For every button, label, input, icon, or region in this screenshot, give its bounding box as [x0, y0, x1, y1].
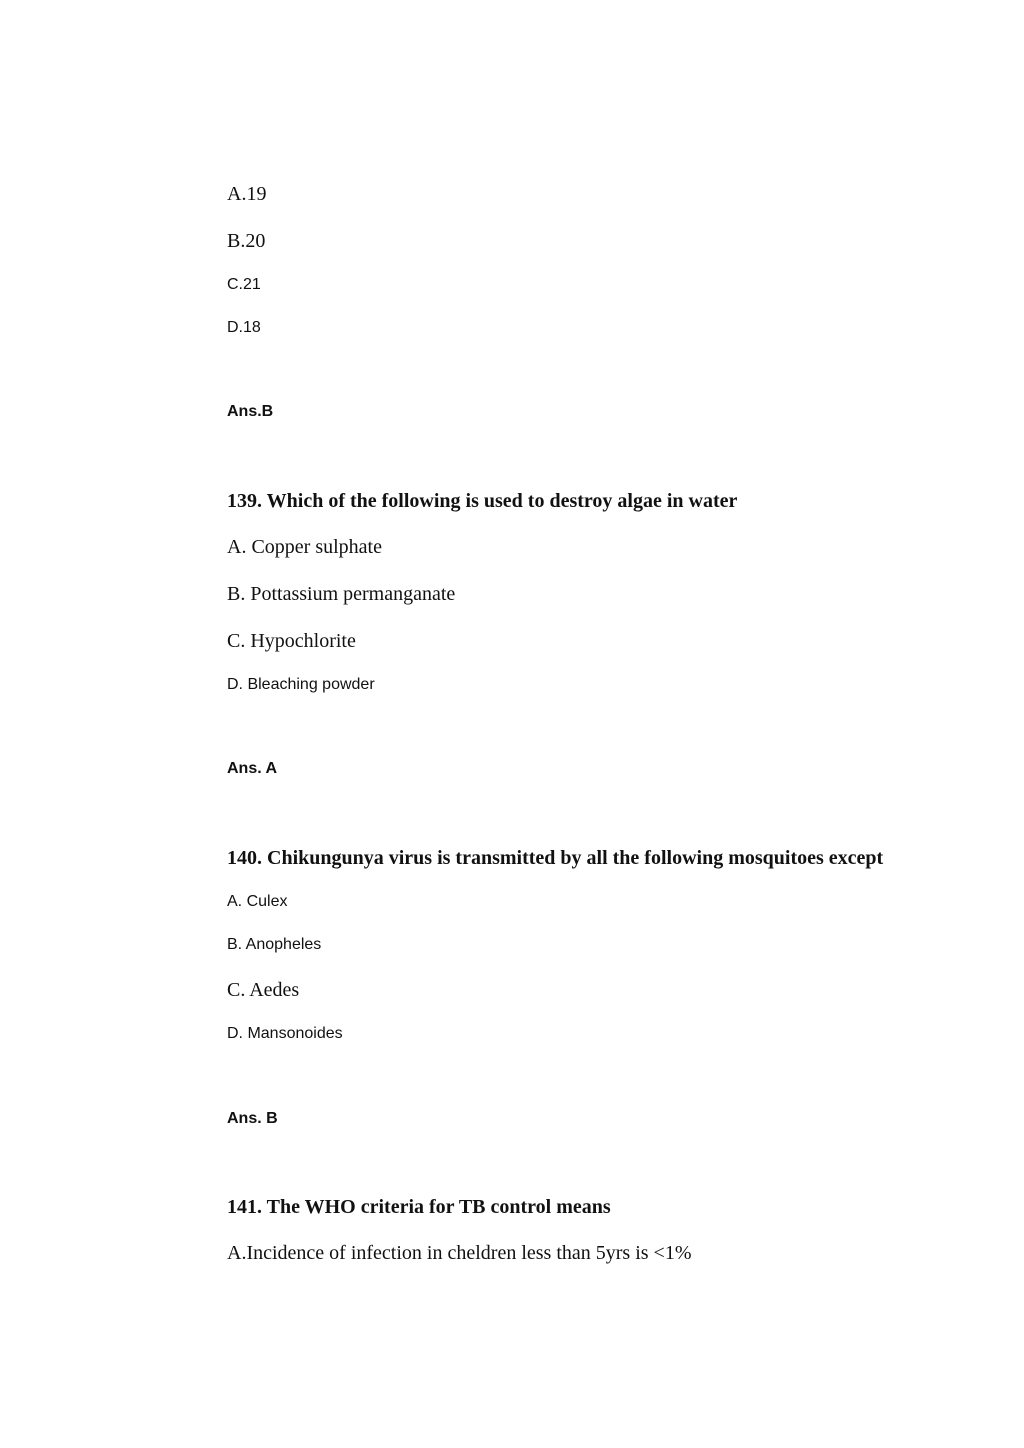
q140-option-b: B. Anopheles: [227, 936, 322, 953]
prev-option-a: A.19: [227, 183, 267, 205]
prev-option-b: B.20: [227, 230, 266, 252]
prev-option-c: C.21: [227, 276, 261, 293]
q140-question: 140. Chikungunya virus is transmitted by all the following mosquitoes except: [227, 847, 884, 869]
q139-option-d: D. Bleaching powder: [227, 676, 375, 693]
q139-option-b: B. Pottassium permanganate: [227, 583, 456, 605]
prev-option-d: D.18: [227, 319, 261, 336]
q141-option-a: A.Incidence of infection in cheldren less than 5yrs is <1%: [227, 1242, 692, 1264]
q139-option-c: C. Hypochlorite: [227, 630, 356, 652]
prev-answer: Ans.B: [227, 403, 274, 420]
q140-answer: Ans. B: [227, 1110, 278, 1127]
q140-option-d: D. Mansonoides: [227, 1025, 343, 1042]
q140-option-c: C. Aedes: [227, 979, 300, 1001]
q139-question: 139. Which of the following is used to destroy algae in water: [227, 490, 738, 512]
q139-answer: Ans. A: [227, 760, 278, 777]
q140-option-a: A. Culex: [227, 893, 288, 910]
q139-option-a: A. Copper sulphate: [227, 536, 382, 558]
q141-question: 141. The WHO criteria for TB control means: [227, 1196, 611, 1218]
